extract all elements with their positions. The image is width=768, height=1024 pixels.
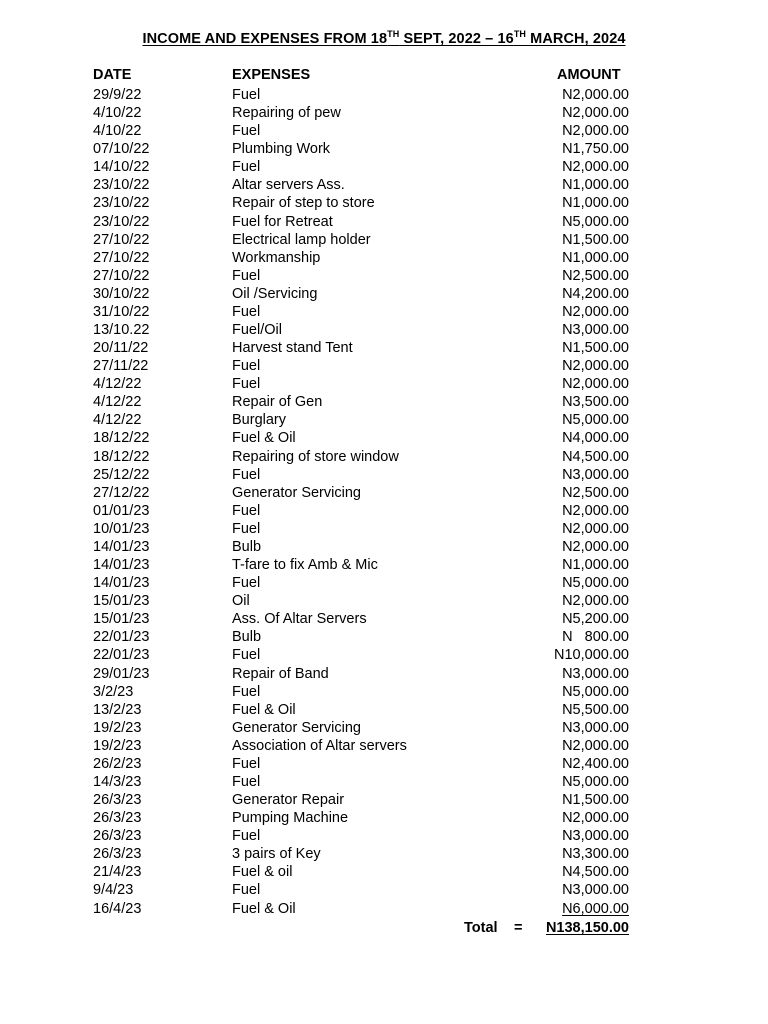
table-row [0,86,768,104]
title-prefix: INCOME AND EXPENSES FROM 18 [142,31,388,47]
row-amount: N2,000.00 [562,159,629,176]
row-amount: N2,000.00 [562,593,629,610]
row-expense: Ass. Of Altar Servers [232,611,367,628]
row-amount: N5,500.00 [562,701,629,718]
table-row [0,881,768,899]
table-row [0,863,768,881]
title-suffix: MARCH, 2024 [526,31,626,47]
row-amount: N2,000.00 [562,303,629,320]
row-amount: N5,000.00 [562,683,629,700]
table-row [0,176,768,194]
row-expense: Repair of Gen [232,394,323,411]
row-amount: N2,000.00 [562,87,629,103]
row-expense: Fuel [232,87,261,103]
row-expense: Fuel [232,773,261,790]
row-expense: Fuel [232,466,261,483]
table-row [0,773,768,791]
row-amount: N5,000.00 [562,412,629,429]
row-expense: Generator Repair [232,792,345,809]
row-date: 22/01/23 [93,647,150,664]
table-row [0,502,768,520]
row-expense: Oil /Servicing [232,285,318,302]
row-date: 13/10.22 [93,322,150,339]
row-amount: N3,000.00 [562,882,629,899]
row-date: 9/4/23 [93,882,134,899]
row-expense: Repairing of store window [232,448,399,465]
table-row [0,285,768,303]
row-date: 23/10/22 [93,177,150,194]
total-value: N138,150.00 [545,920,629,936]
row-expense: Fuel & Oil [232,701,296,718]
row-amount: N5,000.00 [562,213,629,230]
row-date: 14/01/23 [93,575,150,592]
table-row [0,484,768,502]
row-date: 4/12/22 [93,394,142,411]
row-amount: N3,500.00 [562,394,629,411]
row-expense: Fuel [232,358,261,375]
table-row [0,574,768,592]
row-date: 26/3/23 [93,810,142,827]
table-row [0,339,768,357]
row-expense: Workmanship [232,249,321,266]
table-row [0,466,768,484]
table-row [0,755,768,773]
row-expense: Fuel/Oil [232,322,282,339]
row-expense: Fuel [232,502,261,519]
table-row [0,592,768,610]
row-expense: 3 pairs of Key [232,846,321,863]
row-expense: Pumping Machine [232,810,349,827]
table-row [0,140,768,158]
table-row [0,375,768,393]
row-amount: N1,500.00 [562,792,629,809]
document-title [0,31,768,47]
row-date: 18/12/22 [93,430,150,447]
row-date: 4/10/22 [93,105,142,122]
row-date: 27/10/22 [93,231,150,248]
table-row [0,520,768,538]
row-amount: N3,000.00 [562,665,629,682]
row-amount: N3,000.00 [562,466,629,483]
row-date: 27/10/22 [93,249,150,266]
row-date: 27/10/22 [93,267,150,284]
row-date: 19/2/23 [93,719,142,736]
row-date: 26/3/23 [93,828,142,845]
header-expenses: EXPENSES [232,67,311,83]
title-superscript-start: TH [387,29,400,39]
total-equals: = [514,920,523,936]
table-row [0,791,768,809]
row-amount: N4,500.00 [562,864,629,881]
row-amount: N2,000.00 [562,538,629,555]
row-expense: Fuel [232,882,261,899]
row-expense: Fuel & Oil [232,900,296,917]
row-date: 14/01/23 [93,538,150,555]
expense-table-body [0,86,768,918]
table-row [0,267,768,285]
table-row [0,303,768,321]
row-amount: N2,000.00 [562,105,629,122]
row-expense: Altar servers Ass. [232,177,345,194]
row-amount: N2,000.00 [562,376,629,393]
row-expense: Fuel [232,828,261,845]
total-label: Total [464,920,498,936]
row-expense: Bulb [232,629,262,646]
table-row [0,393,768,411]
row-date: 25/12/22 [93,466,150,483]
row-amount: N1,000.00 [562,249,629,266]
row-date: 29/01/23 [93,665,150,682]
table-row [0,538,768,556]
row-amount: N3,000.00 [562,322,629,339]
total-row [0,919,768,937]
row-amount: N1,500.00 [562,231,629,248]
row-date: 26/3/23 [93,792,142,809]
row-expense: Fuel [232,683,261,700]
table-row [0,122,768,140]
row-amount: N 800.00 [562,629,629,646]
table-row [0,213,768,231]
row-date: 21/4/23 [93,864,142,881]
row-amount: N3,000.00 [562,828,629,845]
row-date: 14/3/23 [93,773,142,790]
header-amount: AMOUNT [557,67,621,83]
row-date: 4/12/22 [93,412,142,429]
table-row [0,719,768,737]
row-expense: Repairing of pew [232,105,341,122]
table-row [0,665,768,683]
row-date: 13/2/23 [93,701,142,718]
row-expense: Generator Servicing [232,719,361,736]
table-row [0,809,768,827]
row-expense: Repair of step to store [232,195,375,212]
table-row [0,231,768,249]
row-date: 30/10/22 [93,285,150,302]
table-row [0,827,768,845]
row-date: 01/01/23 [93,502,150,519]
row-amount: N2,500.00 [562,267,629,284]
row-expense: Fuel [232,575,261,592]
table-row [0,737,768,755]
table-row [0,429,768,447]
row-amount: N2,000.00 [562,123,629,140]
table-row [0,683,768,701]
row-expense: Fuel [232,755,261,772]
table-row [0,357,768,375]
row-amount: N5,000.00 [562,773,629,790]
table-header [0,67,768,85]
row-amount: N1,500.00 [562,340,629,357]
row-expense: Fuel & oil [232,864,293,881]
row-date: 26/3/23 [93,846,142,863]
row-amount: N4,000.00 [562,430,629,447]
table-row [0,900,768,918]
table-row [0,249,768,267]
row-expense: Fuel [232,159,261,176]
row-amount: N3,300.00 [562,846,629,863]
table-row [0,448,768,466]
row-date: 27/12/22 [93,484,150,501]
row-date: 27/11/22 [93,358,149,375]
table-row [0,610,768,628]
row-amount: N2,000.00 [562,520,629,537]
row-expense: Generator Servicing [232,484,361,501]
row-amount: N1,000.00 [562,195,629,212]
row-amount: N2,000.00 [562,358,629,375]
title-middle: SEPT, 2022 – 16 [399,31,514,47]
table-row [0,194,768,212]
row-amount: N6,000.00 [562,900,629,917]
row-expense: Fuel [232,303,261,320]
row-expense: Fuel [232,123,261,140]
row-amount: N2,500.00 [562,484,629,501]
row-amount: N2,000.00 [562,810,629,827]
row-date: 20/11/22 [93,340,149,357]
table-row [0,646,768,664]
row-expense: Fuel [232,520,261,537]
title-superscript-end: TH [513,29,527,39]
row-expense: Association of Altar servers [232,737,407,754]
row-expense: Fuel & Oil [232,430,296,447]
row-expense: Plumbing Work [232,141,331,158]
row-expense: Repair of Band [232,665,329,682]
row-date: 14/10/22 [93,159,150,176]
row-date: 29/9/22 [93,87,142,103]
table-row [0,158,768,176]
row-amount: N4,500.00 [562,448,629,465]
row-expense: Fuel [232,376,261,393]
row-expense: Oil [232,593,250,610]
row-amount: N2,000.00 [562,737,629,754]
row-date: 23/10/22 [93,195,150,212]
row-expense: Bulb [232,538,262,555]
row-date: 16/4/23 [93,900,142,917]
row-date: 18/12/22 [93,448,150,465]
row-date: 31/10/22 [93,303,150,320]
table-row [0,411,768,429]
table-row [0,628,768,646]
header-date: DATE [93,67,132,83]
row-date: 19/2/23 [93,737,142,754]
row-expense: Burglary [232,412,286,429]
row-expense: Fuel for Retreat [232,213,333,230]
row-date: 22/01/23 [93,629,150,646]
row-expense: T-fare to fix Amb & Mic [232,557,378,574]
row-date: 23/10/22 [93,213,150,230]
row-amount: N1,750.00 [562,141,629,158]
row-date: 15/01/23 [93,593,150,610]
row-date: 14/01/23 [93,557,150,574]
row-date: 4/10/22 [93,123,142,140]
document-title-text [142,31,625,47]
row-amount: N1,000.00 [562,557,629,574]
row-amount: N2,000.00 [562,502,629,519]
table-row [0,845,768,863]
table-row [0,556,768,574]
row-amount: N5,200.00 [562,611,629,628]
row-amount: N2,400.00 [562,755,629,772]
row-amount: N10,000.00 [554,647,629,664]
row-date: 3/2/23 [93,683,134,700]
table-row [0,701,768,719]
row-amount: N1,000.00 [562,177,629,194]
row-date: 4/12/22 [93,376,142,393]
row-expense: Harvest stand Tent [232,340,353,357]
table-row [0,104,768,122]
row-date: 26/2/23 [93,755,142,772]
row-date: 15/01/23 [93,611,150,628]
row-date: 10/01/23 [93,520,150,537]
row-expense: Fuel [232,267,261,284]
row-expense: Electrical lamp holder [232,231,371,248]
row-date: 07/10/22 [93,141,150,158]
row-amount: N5,000.00 [562,575,629,592]
row-amount: N4,200.00 [562,285,629,302]
row-amount: N3,000.00 [562,719,629,736]
table-row [0,321,768,339]
row-expense: Fuel [232,647,261,664]
